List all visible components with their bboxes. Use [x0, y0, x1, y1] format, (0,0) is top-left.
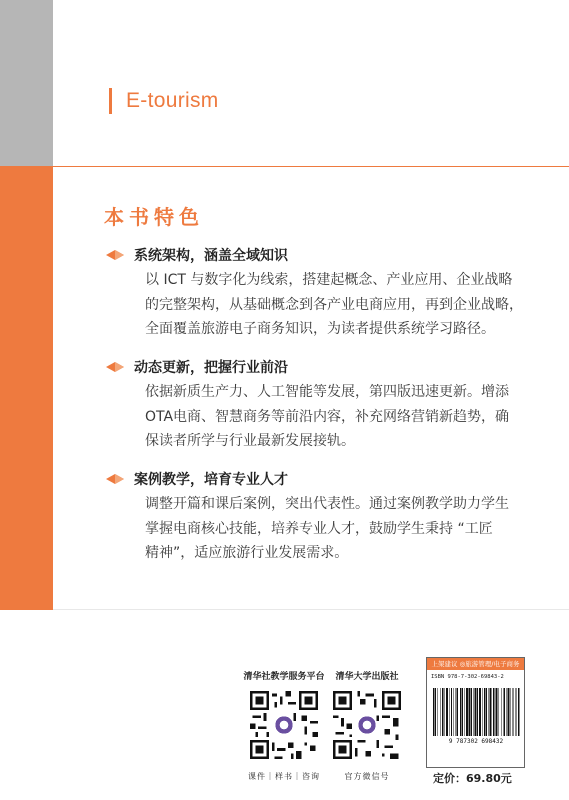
- barcode-bar: [444, 688, 445, 736]
- section-title: 本书特色: [104, 205, 204, 229]
- barcode-bar: [513, 688, 514, 736]
- qr-code-icon[interactable]: [250, 691, 318, 759]
- diamond-bullet-icon: [106, 474, 124, 484]
- feature-line: 保读者所学与行业最新发展接轨。: [145, 433, 355, 449]
- barcode-bar: [479, 688, 481, 736]
- barcode-bar: [488, 688, 489, 736]
- barcode-bar: [456, 688, 458, 736]
- barcode-bar: [460, 688, 461, 736]
- feature-title: 案例教学，培育专业人才: [134, 472, 288, 488]
- barcode-bar: [446, 688, 448, 736]
- barcode-bar: [515, 688, 516, 736]
- feature-line: 以 ICT 与数字化为线索，搭建起概念、产业应用、企业战略: [145, 272, 513, 288]
- barcode-bar: [498, 688, 499, 736]
- gray-divider-line: [53, 609, 569, 610]
- qr-title: 清华大学出版社: [335, 672, 399, 682]
- barcode-bar: [495, 688, 496, 736]
- barcode-bar: [442, 688, 444, 736]
- barcode-bar: [455, 688, 456, 736]
- barcode-bar: [493, 688, 494, 736]
- diamond-bullet-icon: [106, 362, 124, 372]
- qr-code-icon[interactable]: [333, 691, 401, 759]
- barcode-bar: [475, 688, 476, 736]
- barcode-bar: [482, 688, 483, 736]
- feature-line: 精神”，适应旅游行业发展需求。: [145, 545, 349, 561]
- barcode-bar: [496, 688, 498, 736]
- barcode-bar: [486, 688, 488, 736]
- barcode-bar: [477, 688, 479, 736]
- barcode-bar: [464, 688, 465, 736]
- qr-caption: 官方微信号: [344, 772, 390, 781]
- qr-title: 清华社教学服务平台: [243, 672, 325, 682]
- barcode-bar: [506, 688, 507, 736]
- barcode-bar: [462, 688, 464, 736]
- feature-line: 全面覆盖旅游电子商务知识，为读者提供系统学习路径。: [145, 321, 495, 337]
- orange-divider-line: [53, 166, 569, 167]
- feature-line: 的完整架构，从基础概念到各产业电商应用，再到企业战略，: [145, 296, 523, 313]
- feature-title: 动态更新，把握行业前沿: [134, 360, 288, 376]
- isbn-barcode-box: [426, 657, 525, 768]
- feature-line: 掌握电商核心技能，培养专业人才，鼓励学生秉持 “工匠: [145, 520, 493, 537]
- barcode-bar: [516, 688, 517, 736]
- qr-caption: 课件｜样书｜咨询: [248, 772, 320, 781]
- brand-text: E-tourism: [126, 89, 219, 112]
- feature-block: [106, 243, 526, 342]
- barcode-bar: [451, 688, 452, 736]
- feature-line: 调整开篇和课后案例，突出代表性。通过案例教学助力学生: [145, 496, 509, 512]
- barcode-bar: [433, 688, 434, 736]
- barcode-icon: [431, 688, 521, 744]
- barcode-bar: [449, 688, 450, 736]
- isbn-text: ISBN 978-7-302-69843-2: [431, 674, 504, 680]
- barcode-bar: [474, 688, 475, 736]
- barcode-bar: [435, 688, 437, 736]
- feature-block: [106, 467, 526, 566]
- diamond-bullet-icon: [106, 250, 124, 260]
- barcode-bar: [507, 688, 509, 736]
- barcode-bar: [504, 688, 506, 736]
- barcode-bar: [469, 688, 470, 736]
- feature-line: 依据新质生产力、人工智能等发展，第四版迅速更新。增添: [145, 384, 509, 400]
- barcode-bar: [466, 688, 468, 736]
- barcode-bar: [440, 688, 441, 736]
- barcode-bar: [518, 688, 520, 736]
- series-brand: [109, 88, 219, 114]
- feature-line: OTA电商、智慧商务等前沿内容，补充网络营销新趋势，确: [145, 408, 510, 425]
- feature-block: [106, 355, 526, 454]
- brand-accent-bar: [109, 88, 112, 114]
- barcode-bar: [471, 688, 473, 736]
- qr-official-wechat: [325, 669, 409, 782]
- feature-title: 系统架构，涵盖全域知识: [134, 248, 288, 264]
- qr-teaching-platform: [242, 669, 326, 782]
- gray-side-block: [0, 0, 53, 166]
- orange-side-block: [0, 166, 53, 610]
- shelving-category: 上架建议 ◎旅游管理/电子商务: [427, 658, 524, 670]
- barcode-bar: [501, 688, 502, 736]
- barcode-bar: [484, 688, 485, 736]
- svg-text:9 787302 698432: 9 787302 698432: [448, 738, 504, 744]
- barcode-bar: [437, 688, 438, 736]
- barcode-bar: [453, 688, 454, 736]
- price-label: 定价：69.80元: [433, 772, 512, 785]
- barcode-bar: [510, 688, 511, 736]
- barcode-bar: [489, 688, 491, 736]
